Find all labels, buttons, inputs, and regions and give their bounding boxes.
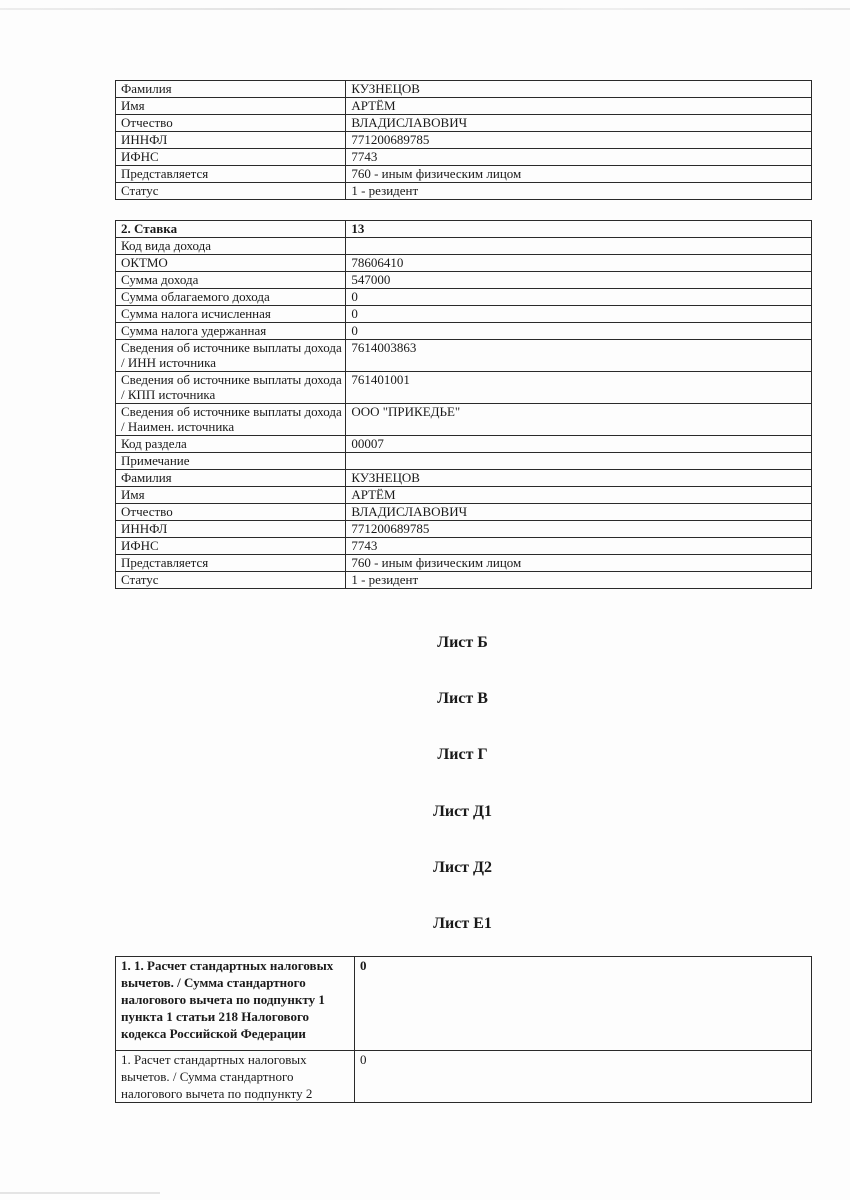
field-label: Фамилия bbox=[116, 470, 346, 487]
table-row bbox=[116, 487, 812, 504]
rate-label: 2. Ставка bbox=[116, 221, 346, 238]
field-label: ИФНС bbox=[116, 538, 346, 555]
field-label: Представляется bbox=[116, 166, 346, 183]
field-value: АРТЁМ bbox=[346, 487, 812, 504]
sheet-title-d2: Лист Д2 bbox=[432, 859, 493, 876]
table-row bbox=[116, 957, 812, 1051]
field-value: АРТЁМ bbox=[346, 98, 812, 115]
field-label: Код вида дохода bbox=[116, 238, 346, 255]
rate-value: 13 bbox=[346, 221, 812, 238]
field-value: 760 - иным физическим лицом bbox=[346, 166, 812, 183]
table-row bbox=[116, 98, 812, 115]
field-value: 7614003863 bbox=[346, 340, 812, 372]
field-value: 760 - иным физическим лицом bbox=[346, 555, 812, 572]
sheet-title-v: Лист В bbox=[437, 690, 488, 707]
field-label: Отчество bbox=[116, 115, 346, 132]
table-row bbox=[116, 453, 812, 470]
sheet-title-d1: Лист Д1 bbox=[432, 803, 493, 820]
table-row bbox=[116, 149, 812, 166]
person-info-table bbox=[115, 80, 812, 200]
field-value: КУЗНЕЦОВ bbox=[346, 81, 812, 98]
table-row bbox=[116, 436, 812, 453]
field-value: 547000 bbox=[346, 272, 812, 289]
field-label: Сведения об источнике выплаты дохода / Наимен. источника bbox=[116, 404, 346, 436]
field-value: 1 - резидент bbox=[346, 183, 812, 200]
field-value: 1 - резидент bbox=[346, 572, 812, 589]
field-value: 78606410 bbox=[346, 255, 812, 272]
deductions-table bbox=[115, 956, 812, 1103]
field-label: Примечание bbox=[116, 453, 346, 470]
deduction-value: 0 bbox=[355, 957, 812, 1051]
table-row bbox=[116, 81, 812, 98]
field-label: Сумма налога исчисленная bbox=[116, 306, 346, 323]
table-row bbox=[116, 555, 812, 572]
rate-table bbox=[115, 220, 812, 589]
field-value: 771200689785 bbox=[346, 132, 812, 149]
deduction-label: 1. 1. Расчет стандартных налоговых вычетов. / Сумма стандартного налогового вычета по подпункту 1 пункта 1 статьи 218 Налогового кодекса Российской Федерации bbox=[116, 957, 355, 1051]
field-label: ОКТМО bbox=[116, 255, 346, 272]
table-row bbox=[116, 272, 812, 289]
field-value: 0 bbox=[346, 289, 812, 306]
table-row bbox=[116, 183, 812, 200]
table-row bbox=[116, 504, 812, 521]
field-label: Код раздела bbox=[116, 436, 346, 453]
scan-artifact-top bbox=[0, 8, 850, 10]
field-label: Имя bbox=[116, 487, 346, 504]
field-label: Сведения об источнике выплаты дохода / КПП источника bbox=[116, 372, 346, 404]
field-value bbox=[346, 453, 812, 470]
field-label: Статус bbox=[116, 572, 346, 589]
table-row bbox=[116, 323, 812, 340]
field-label: ИННФЛ bbox=[116, 132, 346, 149]
field-value: КУЗНЕЦОВ bbox=[346, 470, 812, 487]
field-label: Статус bbox=[116, 183, 346, 200]
table-row bbox=[116, 306, 812, 323]
table-row bbox=[116, 255, 812, 272]
field-label: Имя bbox=[116, 98, 346, 115]
field-label: Отчество bbox=[116, 504, 346, 521]
table-row bbox=[116, 289, 812, 306]
field-value bbox=[346, 238, 812, 255]
field-label: Сумма дохода bbox=[116, 272, 346, 289]
table-row bbox=[116, 115, 812, 132]
field-label: Сведения об источнике выплаты дохода / ИНН источника bbox=[116, 340, 346, 372]
table-row bbox=[116, 238, 812, 255]
field-value: ВЛАДИСЛАВОВИЧ bbox=[346, 115, 812, 132]
table-row bbox=[116, 470, 812, 487]
field-value: 0 bbox=[346, 306, 812, 323]
sheet-title-e1: Лист Е1 bbox=[433, 915, 492, 932]
field-label: ИННФЛ bbox=[116, 521, 346, 538]
table-row bbox=[116, 132, 812, 149]
table-row bbox=[116, 572, 812, 589]
field-label: Сумма налога удержанная bbox=[116, 323, 346, 340]
field-label: ИФНС bbox=[116, 149, 346, 166]
deduction-label: 1. Расчет стандартных налоговых вычетов. / Сумма стандартного налогового вычета по подпункту 2 bbox=[116, 1051, 355, 1103]
field-value: ВЛАДИСЛАВОВИЧ bbox=[346, 504, 812, 521]
field-value: 771200689785 bbox=[346, 521, 812, 538]
deduction-value: 0 bbox=[355, 1051, 812, 1103]
field-value: 761401001 bbox=[346, 372, 812, 404]
table-row bbox=[116, 340, 812, 372]
field-value: 7743 bbox=[346, 538, 812, 555]
field-value: 0 bbox=[346, 323, 812, 340]
table-header-row bbox=[116, 221, 812, 238]
table-row bbox=[116, 538, 812, 555]
field-label: Фамилия bbox=[116, 81, 346, 98]
sheet-title-b: Лист Б bbox=[437, 634, 488, 651]
table-row bbox=[116, 1051, 812, 1103]
table-row bbox=[116, 404, 812, 436]
field-value: ООО "ПРИКЕДЬЕ" bbox=[346, 404, 812, 436]
table-row bbox=[116, 521, 812, 538]
field-value: 00007 bbox=[346, 436, 812, 453]
table-row bbox=[116, 166, 812, 183]
table-row bbox=[116, 372, 812, 404]
sheet-title-g: Лист Г bbox=[437, 746, 488, 763]
field-label: Сумма облагаемого дохода bbox=[116, 289, 346, 306]
field-label: Представляется bbox=[116, 555, 346, 572]
field-value: 7743 bbox=[346, 149, 812, 166]
scan-artifact-bottom bbox=[0, 1192, 160, 1194]
